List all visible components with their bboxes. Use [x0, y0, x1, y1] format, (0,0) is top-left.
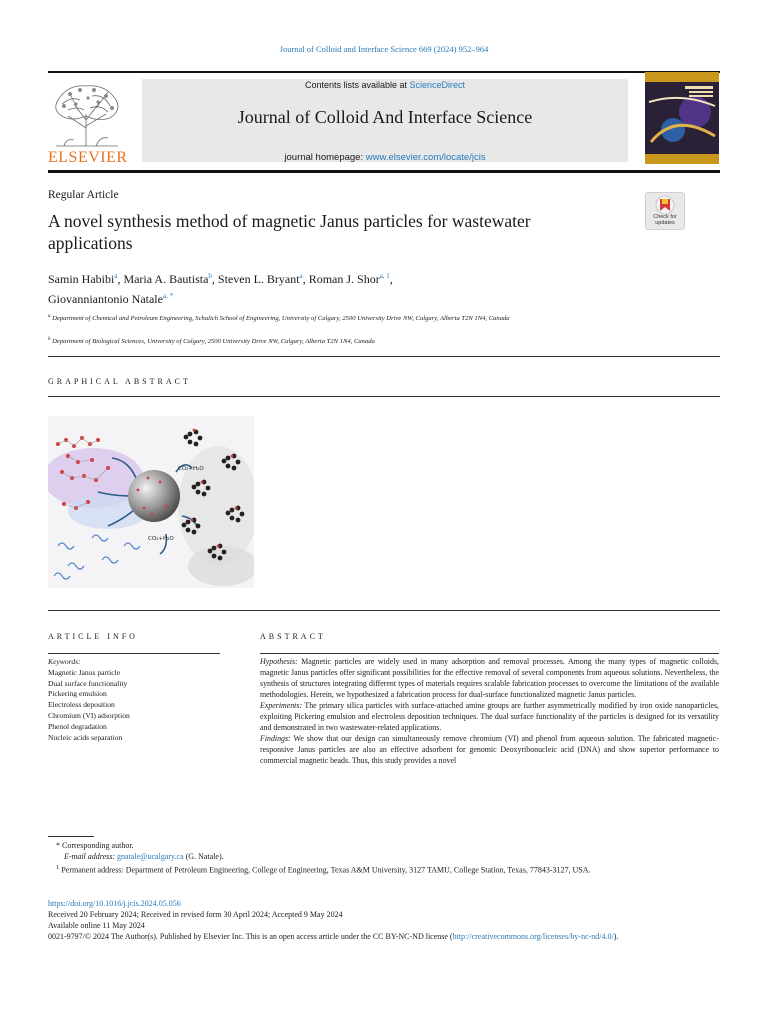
author-affiliation-marker[interactable]: a, *: [162, 292, 174, 300]
ga-label-co2-bottom: CO₂+H₂O: [148, 536, 174, 542]
corresponding-text: Corresponding author.: [62, 841, 134, 850]
affiliation-b: [48, 335, 648, 347]
permanent-text: Permanent address: Department of Petroleum Engineering, College of Engineering, Texas A&M University, 3127 TAMU, College Station, Texas, 77843-3127, USA.: [61, 865, 591, 875]
license-prefix: 0021-9797/© 2024 The Author(s). Published by Elsevier Inc. This is an open access article under the CC BY-NC-ND license (: [48, 932, 453, 941]
author-5: [48, 292, 173, 306]
author-1: [48, 272, 123, 286]
header-bottom-rule: [48, 170, 720, 173]
homepage-link[interactable]: www.elsevier.com/locate/jcis: [365, 152, 486, 163]
header-top-rule: [48, 71, 720, 73]
journal-cover-image: [645, 72, 719, 164]
keywords-block: [48, 657, 220, 743]
graphical-abstract-heading: GRAPHICAL ABSTRACT: [48, 377, 191, 386]
keyword-item: Magnetic Janus particle: [48, 667, 121, 677]
available-online: Available online 11 May 2024: [48, 921, 145, 930]
crossmark-label-1: Check for: [653, 214, 677, 220]
license-line: [48, 931, 720, 942]
author-2: [123, 272, 217, 286]
sciencedirect-link[interactable]: ScienceDirect: [409, 80, 466, 90]
received-dates: Received 20 February 2024; Received in revised form 30 April 2024; Accepted 9 May 2024: [48, 910, 343, 919]
publication-info: [48, 898, 720, 942]
divider-abstract: [260, 653, 719, 654]
contents-prefix: Contents lists available at: [304, 80, 410, 90]
license-link[interactable]: http://creativecommons.org/licenses/by-nc-nd/4.0/: [452, 932, 614, 941]
findings-label: Findings:: [260, 734, 291, 743]
abstract-findings: [260, 733, 719, 766]
hypothesis-label: Hypothesis:: [260, 657, 298, 666]
graphical-abstract-image: [48, 416, 254, 588]
keywords-list: [48, 668, 220, 744]
keywords-label: Keywords:: [48, 657, 81, 666]
affiliation-label: b: [48, 337, 51, 342]
doi-link[interactable]: https://doi.org/10.1016/j.jcis.2024.05.056: [48, 899, 181, 908]
author-affiliation-marker[interactable]: b: [208, 272, 212, 280]
author-affiliation-marker[interactable]: a: [114, 272, 118, 280]
keyword-item: Phenol degradation: [48, 721, 107, 731]
homepage-line: [142, 152, 628, 163]
email-link[interactable]: gnatale@ucalgary.ca: [117, 852, 184, 861]
elsevier-tree-logo: [48, 80, 126, 148]
footnote-email: [48, 851, 720, 862]
experiments-text: The primary silica particles with surface-attached amine groups are further asymmetrically modified by iron oxide nanoparticles, exploiting Pickering emulsion and electroless deposition techniques. The dual surface functionality of the particles is designed for its versatility and demonstrated in two wastewater-related applications.: [260, 701, 719, 732]
author-list: [48, 268, 608, 308]
author-affiliation-marker[interactable]: a: [299, 272, 303, 280]
article-title: A novel synthesis method of magnetic Janus particles for wastewater applications: [48, 211, 531, 253]
affiliation-text: Department of Biological Sciences, University of Calgary, 2500 University Drive NW, Calgary, Alberta T2N 1N4, Canada: [52, 338, 375, 346]
hypothesis-text: Magnetic particles are widely used in many adsorption and removal processes. Among the many types of magnetic colloids, magnetic Janus particles offer significant possibilities for the effective removal of several components from aqueous solutions. Nevertheless, the synthesis of structures integrating different types of materials requires scalable fabrication processes to overcome the limitations of the available methodologies. Herein, we hypothesized a fabrication process for dual-surface functionalized magnetic Janus particles.: [260, 657, 719, 699]
email-suffix: (G. Natale).: [183, 852, 224, 861]
author-separator: ,: [302, 272, 309, 286]
keyword-item: Dual surface functionality: [48, 678, 128, 688]
affiliation-text: Department of Chemical and Petroleum Engineering, Schulich School of Engineering, University of Calgary, 2500 University Drive NW, Calgary, Alberta T2N 1N4, Canada: [52, 315, 510, 323]
author-affiliation-marker[interactable]: a, 1: [379, 272, 390, 280]
journal-citation[interactable]: Journal of Colloid and Interface Science 669 (2024) 952–964: [279, 44, 489, 54]
check-for-updates-badge[interactable]: [645, 192, 685, 230]
abstract-hypothesis: [260, 656, 719, 700]
license-suffix: ).: [613, 932, 619, 941]
author-name: Giovanniantonio Natale: [48, 292, 163, 306]
abstract-experiments: [260, 700, 719, 733]
author-name: Samin Habibi: [48, 272, 115, 286]
article-info-heading: ARTICLE INFO: [48, 632, 138, 641]
abstract-body: [260, 656, 719, 766]
article-type: Regular Article: [48, 189, 119, 201]
footnote-corresponding: * Corresponding author.: [56, 841, 134, 850]
affiliation-a: [48, 312, 648, 324]
footnotes: [48, 840, 720, 876]
elsevier-wordmark: ELSEVIER: [48, 149, 128, 166]
divider-affiliations: [48, 356, 720, 357]
keyword-item: Chromium (VI) adsorption: [48, 710, 130, 720]
findings-text: We show that our design can simultaneously remove chromium (VI) and phenol from aqueous solution. The fabricated magnetic-responsive Janus particles are also an effective adsorbent for genomic Deoxyribonucleic acid (DNA) and show superior performance to commercial magnetic beads. Thus, this study provides a novel: [260, 734, 719, 765]
email-label: E-mail address:: [64, 852, 116, 861]
homepage-prefix: journal homepage:: [284, 152, 366, 163]
abstract-heading: ABSTRACT: [260, 632, 326, 641]
footnote-permanent: [48, 862, 720, 876]
author-separator: ,: [389, 272, 393, 286]
permanent-label: 1: [56, 864, 60, 871]
journal-title: Journal of Colloid And Interface Science: [237, 107, 533, 127]
contents-line: [142, 80, 628, 90]
ga-label-co2-top: CO₂+H₂O: [178, 466, 204, 472]
author-4: [309, 272, 393, 286]
experiments-label: Experiments:: [260, 701, 303, 710]
footnote-rule: [48, 836, 94, 837]
divider-graphical-abstract: [48, 396, 720, 397]
author-name: Maria A. Bautista: [123, 272, 209, 286]
keyword-item: Electroless deposition: [48, 700, 115, 710]
author-separator: ,: [117, 272, 124, 286]
divider-before-info: [48, 610, 720, 611]
keyword-item: Pickering emulsion: [48, 689, 107, 699]
author-3: [218, 272, 309, 286]
keyword-item: Nucleic acids separation: [48, 732, 123, 742]
author-name: Steven L. Bryant: [217, 272, 300, 286]
affiliation-label: a: [48, 314, 51, 319]
bookmark-icon: [646, 195, 684, 215]
crossmark-label-2: updates: [655, 220, 675, 226]
author-separator: ,: [211, 272, 218, 286]
divider-article-info: [48, 653, 220, 654]
author-name: Roman J. Shor: [308, 272, 380, 286]
